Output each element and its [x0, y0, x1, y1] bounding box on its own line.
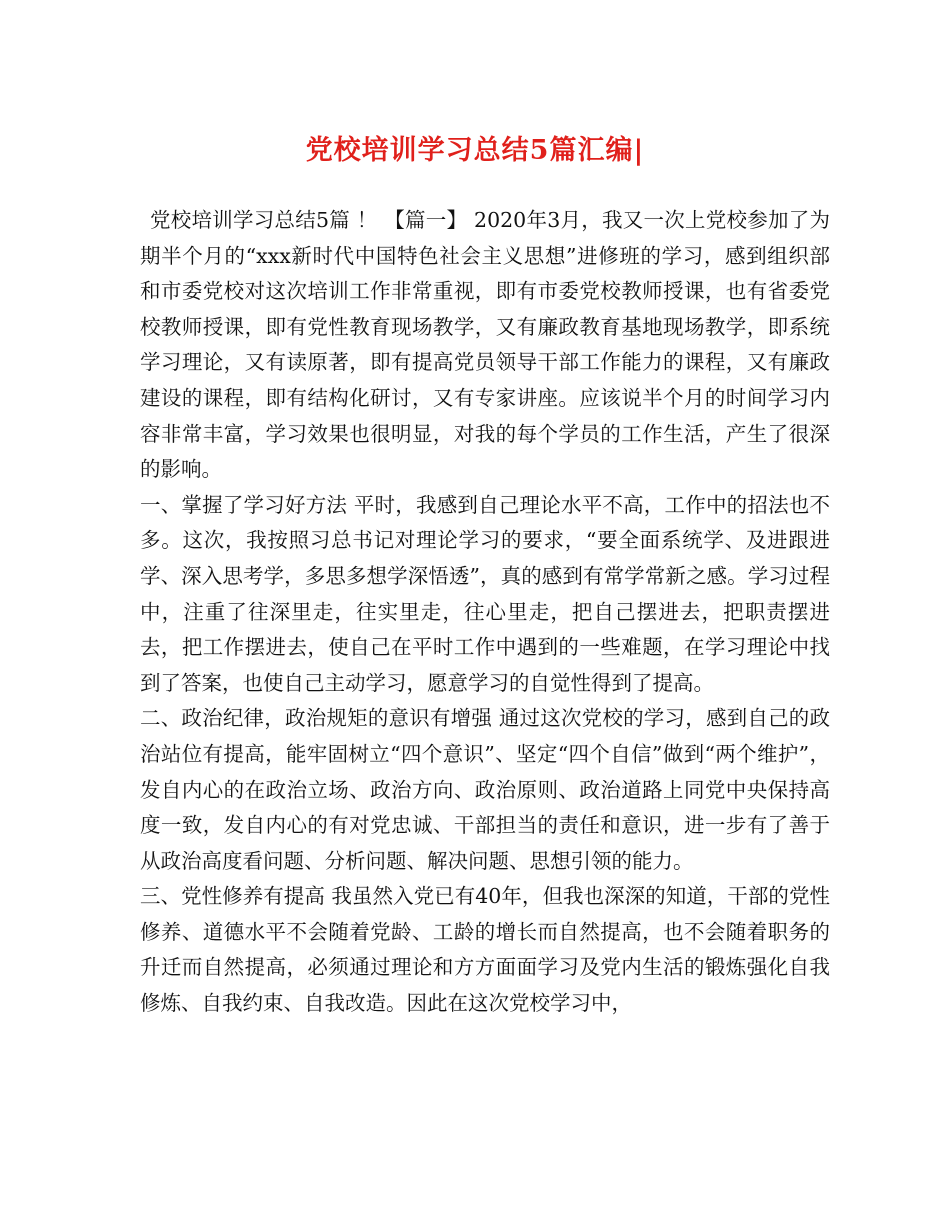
- paragraph-section-2: 二、政治纪律，政治规矩的意识有增强 通过这次党校的学习，感到自己的政治站位有提高，能牢固树立“四个意识”、坚定“四个自信”做到“两个维护”，发自内心的在政治立场、政治方向、政治原则、政治道路上同党中央保持高度一致，发自内心的有对党忠诚、干部担当的责任和意识，进一步有了善于从政治高度看问题、分析问题、解决问题、思想引领的能力。: [140, 706, 830, 873]
- paragraph-section-3: 三、党性修养有提高 我虽然入党已有40年，但我也深深的知道，干部的党性修养、道德水平不会随着党龄、工龄的增长而自然提高，也不会随着职务的升迁而自然提高，必须通过理论和方方面面学习及党内生活的锻炼强化自我修炼、自我约束、自我改造。因此在这次党校学习中，: [140, 884, 830, 1016]
- paragraph-intro: 党校培训学习总结5篇 ！ 【篇一】 2020年3月，我又一次上党校参加了为期半个月的“xxx新时代中国特色社会主义思想”进修班的学习，感到组织部和市委党校对这次培训工作非常重视，即有市委党校教师授课，也有省委党校教师授课，即有党性教育现场教学，又有廉政教育基地现场教学，即系统学习理论，又有读原著，即有提高党员领导干部工作能力的课程，又有廉政建设的课程，即有结构化研讨，又有专家讲座。应该说半个月的时间学习内容非常丰富，学习效果也很明显，对我的每个学员的工作生活，产生了很深的影响。: [140, 208, 830, 482]
- document-title: 党校培训学习总结5篇汇编|: [305, 135, 645, 166]
- document-body: [140, 203, 830, 1022]
- paragraph-section-1: 一、掌握了学习好方法 平时，我感到自己理论水平不高，工作中的招法也不多。这次，我按照习总书记对理论学习的要求，“要全面系统学、及进跟进学、深入思考学，多思多想学深悟透”，真的感到有常学常新之感。学习过程中，注重了往深里走，往实里走，往心里走，把自己摆进去，把职责摆进去，把工作摆进去，使自己在平时工作中遇到的一些难题，在学习理论中找到了答案，也使自己主动学习，愿意学习的自觉性得到了提高。: [140, 492, 830, 695]
